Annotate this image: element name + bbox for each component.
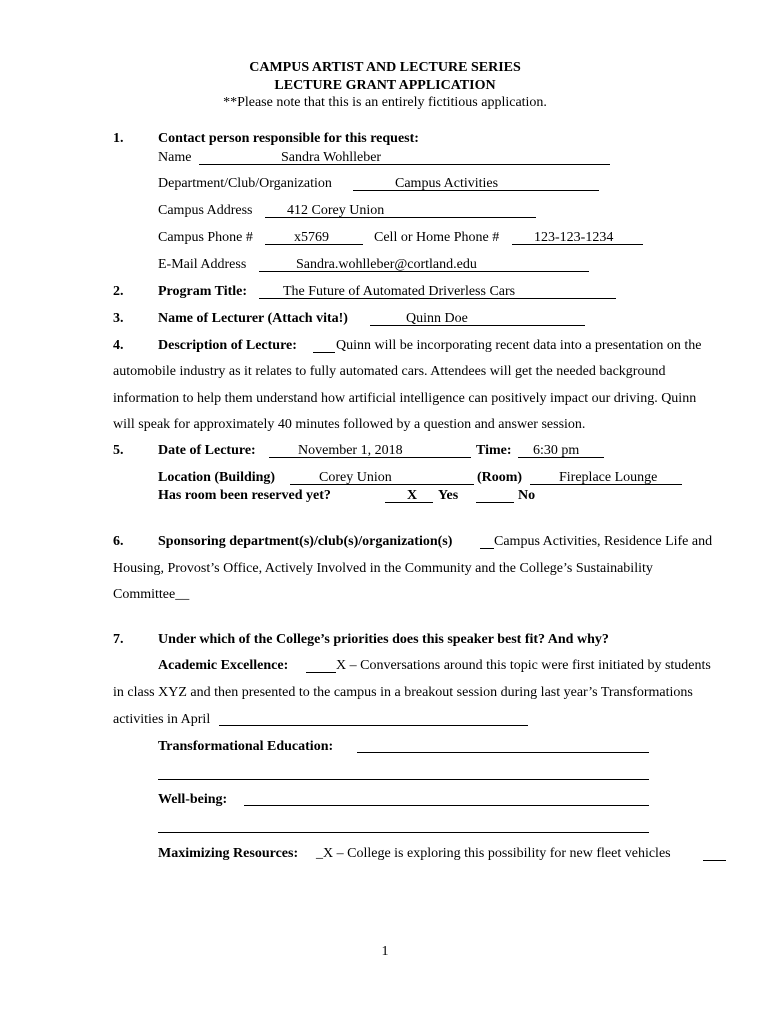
room-label: (Room) <box>477 470 523 485</box>
sponsors-line-1: Campus Activities, Residence Life and <box>494 534 713 549</box>
transformational-education-label: Transformational Education: <box>158 739 334 754</box>
sponsors-underline[interactable] <box>480 548 494 549</box>
lecturer-label: Name of Lecturer (Attach vita!) <box>158 311 348 326</box>
program-title-label: Program Title: <box>158 284 248 299</box>
sponsors-line-3: Committee__ <box>113 587 190 602</box>
sponsors-label: Sponsoring department(s)/club(s)/organization(s) <box>158 534 453 549</box>
time-value: 6:30 pm <box>533 443 580 458</box>
well-being-label: Well-being: <box>158 792 228 807</box>
section-number: 7. <box>113 632 124 647</box>
description-underline[interactable] <box>313 352 335 353</box>
campus-phone-label: Campus Phone # <box>158 230 253 245</box>
location-label: Location (Building) <box>158 470 276 485</box>
lecturer-underline[interactable] <box>370 325 585 326</box>
yes-option-label: Yes <box>438 488 459 503</box>
academic-line-1: X – Conversations around this topic were first initiated by students <box>336 658 711 673</box>
priorities-question: Under which of the College’s priorities does this speaker best fit? And why? <box>158 632 609 647</box>
section-number: 1. <box>113 131 124 146</box>
well-being-line-2[interactable] <box>158 832 649 833</box>
campus-address-value: 412 Corey Union <box>287 203 385 218</box>
section-number: 4. <box>113 338 124 353</box>
form-title: CAMPUS ARTIST AND LECTURE SERIES <box>249 60 521 75</box>
department-label: Department/Club/Organization <box>158 176 332 191</box>
email-label: E-Mail Address <box>158 257 247 272</box>
room-reserved-label: Has room been reserved yet? <box>158 488 331 503</box>
description-line-2: automobile industry as it relates to fully automated cars. Attendees will get the needed background <box>113 364 666 379</box>
page-number: 1 <box>381 944 389 959</box>
section-number: 2. <box>113 284 124 299</box>
academic-excellence-label: Academic Excellence: <box>158 658 289 673</box>
date-label: Date of Lecture: <box>158 443 256 458</box>
sponsors-line-2: Housing, Provost’s Office, Actively Involved in the Community and the College’s Sustainability <box>113 561 653 576</box>
section-number: 5. <box>113 443 124 458</box>
name-label: Name <box>158 150 192 165</box>
no-option-label: No <box>518 488 536 503</box>
academic-underline-end[interactable] <box>219 725 528 726</box>
well-being-line[interactable] <box>244 805 649 806</box>
lecturer-value: Quinn Doe <box>406 311 468 326</box>
contact-heading: Contact person responsible for this request: <box>158 131 419 146</box>
room-value: Fireplace Lounge <box>559 470 658 485</box>
description-line-4: will speak for approximately 40 minutes followed by a question and answer session. <box>113 417 586 432</box>
transformational-education-line[interactable] <box>357 752 649 753</box>
no-underline[interactable] <box>476 502 514 503</box>
section-number: 3. <box>113 311 124 326</box>
section-number: 6. <box>113 534 124 549</box>
description-line-1: Quinn will be incorporating recent data into a presentation on the <box>336 338 702 353</box>
campus-address-label: Campus Address <box>158 203 253 218</box>
yes-mark: X <box>407 488 418 503</box>
date-value: November 1, 2018 <box>298 443 403 458</box>
email-value: Sandra.wohlleber@cortland.edu <box>296 257 477 272</box>
name-underline[interactable] <box>199 164 610 165</box>
cell-phone-label: Cell or Home Phone # <box>374 230 500 245</box>
maximizing-resources-value: _X – College is exploring this possibility for new fleet vehicles <box>316 846 671 861</box>
maximizing-resources-underline[interactable] <box>703 860 726 861</box>
transformational-education-line-2[interactable] <box>158 779 649 780</box>
academic-line-3: activities in April <box>113 712 211 727</box>
campus-phone-value: x5769 <box>294 230 329 245</box>
maximizing-resources-label: Maximizing Resources: <box>158 846 299 861</box>
program-title-value: The Future of Automated Driverless Cars <box>283 284 516 299</box>
cell-phone-value: 123-123-1234 <box>534 230 614 245</box>
department-value: Campus Activities <box>395 176 499 191</box>
location-value: Corey Union <box>319 470 392 485</box>
form-subtitle: LECTURE GRANT APPLICATION <box>274 78 496 93</box>
time-label: Time: <box>476 443 512 458</box>
academic-line-2: in class XYZ and then presented to the campus in a breakout session during last year’s Transformations <box>113 685 693 700</box>
fictitious-note: **Please note that this is an entirely fictitious application. <box>223 95 547 110</box>
academic-excellence-underline[interactable] <box>306 672 336 673</box>
description-line-3: information to help them understand how artificial intelligence can positively impact our driving. Quinn <box>113 391 697 406</box>
name-value: Sandra Wohlleber <box>281 150 382 165</box>
description-label: Description of Lecture: <box>158 338 297 353</box>
